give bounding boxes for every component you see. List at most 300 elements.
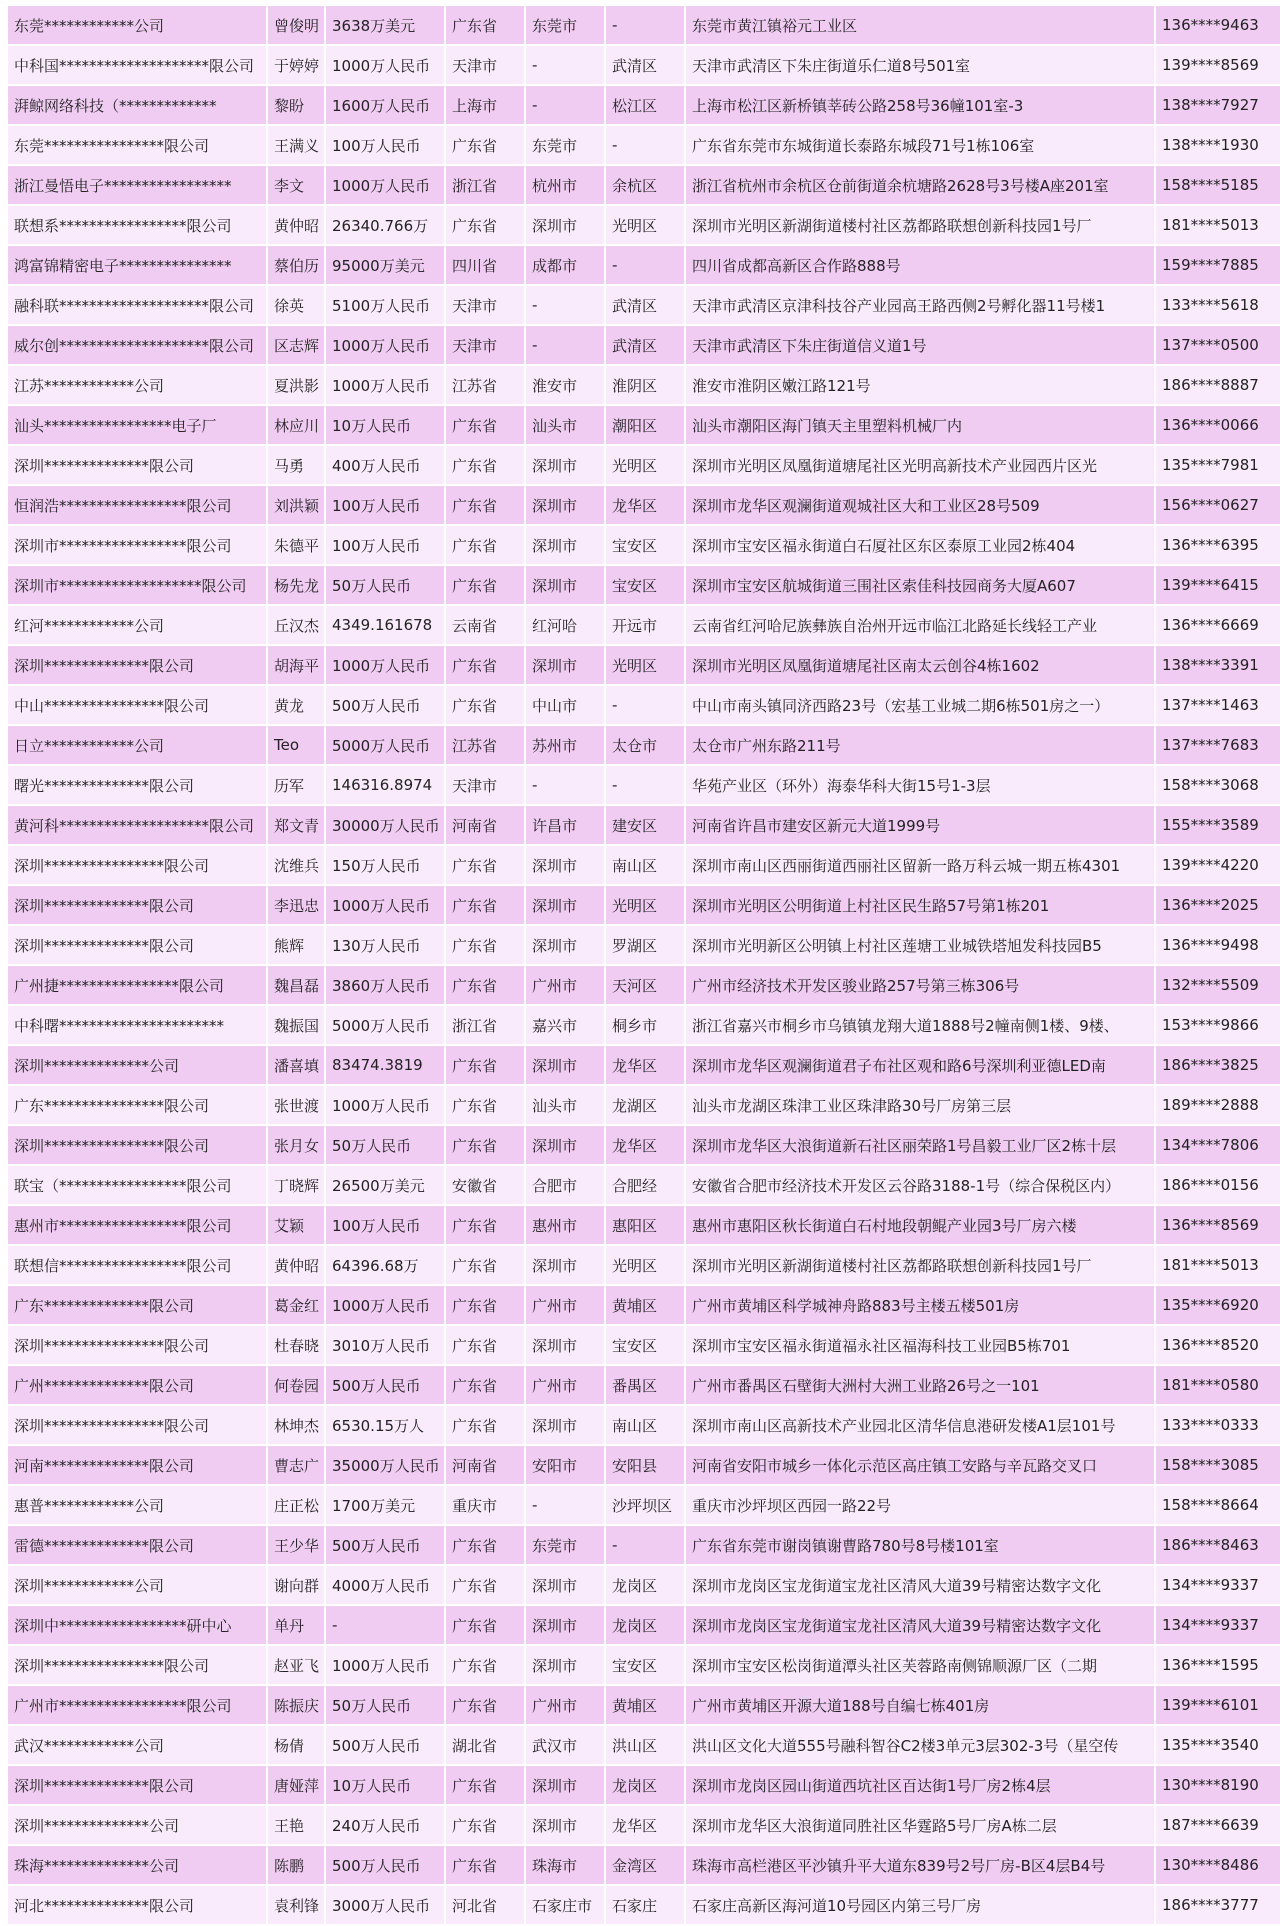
province-cell: 广东省 xyxy=(446,1406,524,1444)
address-cell: 广州市经济技术开发区骏业路257号第三栋306号 xyxy=(686,966,1154,1004)
province-cell: 湖北省 xyxy=(446,1726,524,1764)
legal-rep-cell: 张世渡 xyxy=(268,1086,324,1124)
company-name-cell: 深圳************公司 xyxy=(8,1566,266,1604)
table-row xyxy=(8,1206,1280,1244)
registered-capital-cell: 500万人民币 xyxy=(326,686,444,724)
table-row xyxy=(8,486,1280,524)
address-cell: 石家庄高新区海河道10号园区内第三号厂房 xyxy=(686,1886,1154,1924)
company-name-cell: 黄河科********************限公司 xyxy=(8,806,266,844)
registered-capital-cell: 130万人民币 xyxy=(326,926,444,964)
registered-capital-cell: 240万人民币 xyxy=(326,1806,444,1844)
phone-cell: 189****2888 xyxy=(1156,1086,1280,1124)
company-name-cell: 深圳**************限公司 xyxy=(8,646,266,684)
district-cell: 惠阳区 xyxy=(606,1206,684,1244)
table-row xyxy=(8,1686,1280,1724)
legal-rep-cell: 林应川 xyxy=(268,406,324,444)
legal-rep-cell: 杨先龙 xyxy=(268,566,324,604)
legal-rep-cell: 杨倩 xyxy=(268,1726,324,1764)
legal-rep-cell: 马勇 xyxy=(268,446,324,484)
phone-cell: 130****8486 xyxy=(1156,1846,1280,1884)
table-row xyxy=(8,766,1280,804)
legal-rep-cell: 蔡伯历 xyxy=(268,246,324,284)
province-cell: 广东省 xyxy=(446,846,524,884)
phone-cell: 135****6920 xyxy=(1156,1286,1280,1324)
company-name-cell: 广州市*****************限公司 xyxy=(8,1686,266,1724)
city-cell: 合肥市 xyxy=(526,1166,604,1204)
city-cell: 深圳市 xyxy=(526,846,604,884)
city-cell: 汕头市 xyxy=(526,1086,604,1124)
phone-cell: 137****7683 xyxy=(1156,726,1280,764)
registered-capital-cell: 500万人民币 xyxy=(326,1366,444,1404)
address-cell: 广州市黄埔区科学城神舟路883号主楼五楼501房 xyxy=(686,1286,1154,1324)
city-cell: 中山市 xyxy=(526,686,604,724)
company-name-cell: 鸿富锦精密电子*************** xyxy=(8,246,266,284)
table-row xyxy=(8,6,1280,44)
company-name-cell: 东莞****************限公司 xyxy=(8,126,266,164)
phone-cell: 134****9337 xyxy=(1156,1606,1280,1644)
registered-capital-cell: 64396.68万 xyxy=(326,1246,444,1284)
city-cell: 许昌市 xyxy=(526,806,604,844)
province-cell: 上海市 xyxy=(446,86,524,124)
company-name-cell: 汕头*****************电子厂 xyxy=(8,406,266,444)
registered-capital-cell: 95000万美元 xyxy=(326,246,444,284)
table-row xyxy=(8,1286,1280,1324)
address-cell: 惠州市惠阳区秋长街道白石村地段朝鲲产业园3号厂房六楼 xyxy=(686,1206,1154,1244)
registered-capital-cell: 5000万人民币 xyxy=(326,726,444,764)
district-cell: 宝安区 xyxy=(606,526,684,564)
phone-cell: 138****1930 xyxy=(1156,126,1280,164)
table-row xyxy=(8,206,1280,244)
address-cell: 东莞市黄江镇裕元工业区 xyxy=(686,6,1154,44)
district-cell: - xyxy=(606,6,684,44)
legal-rep-cell: 徐英 xyxy=(268,286,324,324)
registered-capital-cell: 146316.8974 xyxy=(326,766,444,804)
company-name-cell: 深圳**************公司 xyxy=(8,1806,266,1844)
district-cell: 松江区 xyxy=(606,86,684,124)
company-name-cell: 惠州市*****************限公司 xyxy=(8,1206,266,1244)
registered-capital-cell: 30000万人民币 xyxy=(326,806,444,844)
district-cell: 番禺区 xyxy=(606,1366,684,1404)
phone-cell: 136****8520 xyxy=(1156,1326,1280,1364)
table-row xyxy=(8,446,1280,484)
legal-rep-cell: 沈维兵 xyxy=(268,846,324,884)
legal-rep-cell: 张月女 xyxy=(268,1126,324,1164)
district-cell: 武清区 xyxy=(606,286,684,324)
province-cell: 浙江省 xyxy=(446,1006,524,1044)
province-cell: 广东省 xyxy=(446,126,524,164)
registered-capital-cell: 100万人民币 xyxy=(326,126,444,164)
address-cell: 深圳市龙华区观澜街道君子布社区观和路6号深圳利亚德LED南 xyxy=(686,1046,1154,1084)
district-cell: 光明区 xyxy=(606,446,684,484)
province-cell: 广东省 xyxy=(446,1566,524,1604)
registered-capital-cell: 3000万人民币 xyxy=(326,1886,444,1924)
phone-cell: 134****7806 xyxy=(1156,1126,1280,1164)
registered-capital-cell: 50万人民币 xyxy=(326,1126,444,1164)
district-cell: 龙华区 xyxy=(606,486,684,524)
company-name-cell: 红河************公司 xyxy=(8,606,266,644)
registered-capital-cell: 10万人民币 xyxy=(326,406,444,444)
district-cell: 南山区 xyxy=(606,1406,684,1444)
legal-rep-cell: 黎盼 xyxy=(268,86,324,124)
address-cell: 四川省成都高新区合作路888号 xyxy=(686,246,1154,284)
company-name-cell: 深圳市*****************限公司 xyxy=(8,526,266,564)
province-cell: 河南省 xyxy=(446,1446,524,1484)
company-name-cell: 深圳中*****************研中心 xyxy=(8,1606,266,1644)
registered-capital-cell: 4000万人民币 xyxy=(326,1566,444,1604)
district-cell: 光明区 xyxy=(606,646,684,684)
legal-rep-cell: 谢向群 xyxy=(268,1566,324,1604)
registered-capital-cell: 1000万人民币 xyxy=(326,326,444,364)
city-cell: 深圳市 xyxy=(526,1806,604,1844)
address-cell: 浙江省嘉兴市桐乡市乌镇镇龙翔大道1888号2幢南侧1楼、9楼、 xyxy=(686,1006,1154,1044)
address-cell: 深圳市龙华区大浪街道同胜社区华霆路5号厂房A栋二层 xyxy=(686,1806,1154,1844)
province-cell: 河北省 xyxy=(446,1886,524,1924)
legal-rep-cell: 刘洪颖 xyxy=(268,486,324,524)
district-cell: 南山区 xyxy=(606,846,684,884)
city-cell: 嘉兴市 xyxy=(526,1006,604,1044)
company-name-cell: 恒润浩*****************限公司 xyxy=(8,486,266,524)
city-cell: 深圳市 xyxy=(526,1566,604,1604)
registered-capital-cell: 150万人民币 xyxy=(326,846,444,884)
province-cell: 广东省 xyxy=(446,446,524,484)
province-cell: 云南省 xyxy=(446,606,524,644)
phone-cell: 181****5013 xyxy=(1156,1246,1280,1284)
registered-capital-cell: 1000万人民币 xyxy=(326,1286,444,1324)
legal-rep-cell: 朱德平 xyxy=(268,526,324,564)
company-name-cell: 深圳****************限公司 xyxy=(8,846,266,884)
table-row xyxy=(8,46,1280,84)
registered-capital-cell: 5100万人民币 xyxy=(326,286,444,324)
company-name-cell: 联宝（*****************限公司 xyxy=(8,1166,266,1204)
phone-cell: 137****0500 xyxy=(1156,326,1280,364)
province-cell: 广东省 xyxy=(446,566,524,604)
address-cell: 广东省东莞市谢岗镇谢曹路780号8号楼101室 xyxy=(686,1526,1154,1564)
address-cell: 广东省东莞市东城街道长泰路东城段71号1栋106室 xyxy=(686,126,1154,164)
province-cell: 广东省 xyxy=(446,646,524,684)
city-cell: 淮安市 xyxy=(526,366,604,404)
phone-cell: 158****5185 xyxy=(1156,166,1280,204)
table-row xyxy=(8,966,1280,1004)
registered-capital-cell: 50万人民币 xyxy=(326,1686,444,1724)
district-cell: 金湾区 xyxy=(606,1846,684,1884)
province-cell: 广东省 xyxy=(446,1526,524,1564)
district-cell: - xyxy=(606,126,684,164)
registered-capital-cell: 26500万美元 xyxy=(326,1166,444,1204)
district-cell: 龙岗区 xyxy=(606,1766,684,1804)
registered-capital-cell: 1600万人民币 xyxy=(326,86,444,124)
province-cell: 广东省 xyxy=(446,526,524,564)
district-cell: 开远市 xyxy=(606,606,684,644)
address-cell: 河南省许昌市建安区新元大道1999号 xyxy=(686,806,1154,844)
company-name-cell: 深圳市*******************限公司 xyxy=(8,566,266,604)
registered-capital-cell: 1700万美元 xyxy=(326,1486,444,1524)
phone-cell: 186****0156 xyxy=(1156,1166,1280,1204)
phone-cell: 136****0066 xyxy=(1156,406,1280,444)
city-cell: - xyxy=(526,46,604,84)
legal-rep-cell: 魏昌磊 xyxy=(268,966,324,1004)
city-cell: 汕头市 xyxy=(526,406,604,444)
legal-rep-cell: 陈振庆 xyxy=(268,1686,324,1724)
city-cell: 成都市 xyxy=(526,246,604,284)
company-name-cell: 深圳****************限公司 xyxy=(8,1406,266,1444)
phone-cell: 136****8569 xyxy=(1156,1206,1280,1244)
table-row xyxy=(8,646,1280,684)
registered-capital-cell: 100万人民币 xyxy=(326,526,444,564)
registered-capital-cell: 1000万人民币 xyxy=(326,366,444,404)
city-cell: 深圳市 xyxy=(526,1406,604,1444)
table-row xyxy=(8,1806,1280,1844)
province-cell: 广东省 xyxy=(446,1326,524,1364)
table-row xyxy=(8,806,1280,844)
registered-capital-cell: 35000万人民币 xyxy=(326,1446,444,1484)
district-cell: 桐乡市 xyxy=(606,1006,684,1044)
phone-cell: 132****5509 xyxy=(1156,966,1280,1004)
address-cell: 深圳市光明新区公明镇上村社区莲塘工业城铁塔旭发科技园B5 xyxy=(686,926,1154,964)
district-cell: 合肥经 xyxy=(606,1166,684,1204)
company-name-cell: 中科曙********************** xyxy=(8,1006,266,1044)
district-cell: 安阳县 xyxy=(606,1446,684,1484)
province-cell: 四川省 xyxy=(446,246,524,284)
province-cell: 广东省 xyxy=(446,1126,524,1164)
district-cell: 龙岗区 xyxy=(606,1566,684,1604)
legal-rep-cell: 黄龙 xyxy=(268,686,324,724)
table-row xyxy=(8,686,1280,724)
phone-cell: 136****1595 xyxy=(1156,1646,1280,1684)
phone-cell: 134****9337 xyxy=(1156,1566,1280,1604)
city-cell: 深圳市 xyxy=(526,886,604,924)
city-cell: 深圳市 xyxy=(526,486,604,524)
table-row xyxy=(8,286,1280,324)
city-cell: 广州市 xyxy=(526,1366,604,1404)
company-name-cell: 深圳**************限公司 xyxy=(8,886,266,924)
phone-cell: 158****8664 xyxy=(1156,1486,1280,1524)
province-cell: 广东省 xyxy=(446,1366,524,1404)
address-cell: 深圳市宝安区松岗街道潭头社区芙蓉路南侧锦顺源厂区（二期 xyxy=(686,1646,1154,1684)
table-row xyxy=(8,126,1280,164)
city-cell: 红河哈 xyxy=(526,606,604,644)
legal-rep-cell: 王艳 xyxy=(268,1806,324,1844)
table-row xyxy=(8,926,1280,964)
province-cell: 广东省 xyxy=(446,1686,524,1724)
legal-rep-cell: 李文 xyxy=(268,166,324,204)
city-cell: 珠海市 xyxy=(526,1846,604,1884)
table-row xyxy=(8,606,1280,644)
phone-cell: 135****7981 xyxy=(1156,446,1280,484)
table-row xyxy=(8,166,1280,204)
address-cell: 汕头市龙湖区珠津工业区珠津路30号厂房第三层 xyxy=(686,1086,1154,1124)
city-cell: 深圳市 xyxy=(526,646,604,684)
phone-cell: 139****8569 xyxy=(1156,46,1280,84)
phone-cell: 181****0580 xyxy=(1156,1366,1280,1404)
province-cell: 广东省 xyxy=(446,1846,524,1884)
city-cell: 安阳市 xyxy=(526,1446,604,1484)
company-name-cell: 珠海**************公司 xyxy=(8,1846,266,1884)
city-cell: 杭州市 xyxy=(526,166,604,204)
phone-cell: 136****9498 xyxy=(1156,926,1280,964)
city-cell: 东莞市 xyxy=(526,1526,604,1564)
table-row xyxy=(8,246,1280,284)
city-cell: 深圳市 xyxy=(526,1326,604,1364)
city-cell: 深圳市 xyxy=(526,926,604,964)
city-cell: 东莞市 xyxy=(526,6,604,44)
province-cell: 广东省 xyxy=(446,486,524,524)
city-cell: 深圳市 xyxy=(526,1606,604,1644)
city-cell: 广州市 xyxy=(526,1286,604,1324)
address-cell: 云南省红河哈尼族彝族自治州开远市临江北路延长线轻工产业 xyxy=(686,606,1154,644)
address-cell: 安徽省合肥市经济技术开发区云谷路3188-1号（综合保税区内） xyxy=(686,1166,1154,1204)
district-cell: 龙华区 xyxy=(606,1806,684,1844)
district-cell: 光明区 xyxy=(606,206,684,244)
company-name-cell: 联想信*****************限公司 xyxy=(8,1246,266,1284)
legal-rep-cell: 黄仲昭 xyxy=(268,206,324,244)
address-cell: 天津市武清区下朱庄街道乐仁道8号501室 xyxy=(686,46,1154,84)
legal-rep-cell: 于婷婷 xyxy=(268,46,324,84)
province-cell: 天津市 xyxy=(446,766,524,804)
legal-rep-cell: 何卷园 xyxy=(268,1366,324,1404)
province-cell: 广东省 xyxy=(446,1766,524,1804)
province-cell: 广东省 xyxy=(446,686,524,724)
city-cell: - xyxy=(526,286,604,324)
city-cell: 深圳市 xyxy=(526,446,604,484)
company-name-cell: 雷德**************限公司 xyxy=(8,1526,266,1564)
registered-capital-cell: 83474.3819 xyxy=(326,1046,444,1084)
table-body xyxy=(8,6,1280,1924)
registered-capital-cell: 1000万人民币 xyxy=(326,1086,444,1124)
registered-capital-cell: 1000万人民币 xyxy=(326,46,444,84)
province-cell: 重庆市 xyxy=(446,1486,524,1524)
legal-rep-cell: 林坤杰 xyxy=(268,1406,324,1444)
province-cell: 广东省 xyxy=(446,406,524,444)
province-cell: 广东省 xyxy=(446,966,524,1004)
address-cell: 河南省安阳市城乡一体化示范区高庄镇工安路与辛瓦路交叉口 xyxy=(686,1446,1154,1484)
district-cell: 武清区 xyxy=(606,326,684,364)
phone-cell: 139****6101 xyxy=(1156,1686,1280,1724)
district-cell: 龙华区 xyxy=(606,1126,684,1164)
table-row xyxy=(8,1406,1280,1444)
phone-cell: 187****6639 xyxy=(1156,1806,1280,1844)
registered-capital-cell: 1000万人民币 xyxy=(326,166,444,204)
district-cell: 建安区 xyxy=(606,806,684,844)
company-table xyxy=(6,4,1280,1926)
registered-capital-cell: 100万人民币 xyxy=(326,1206,444,1244)
company-name-cell: 广州捷****************限公司 xyxy=(8,966,266,1004)
registered-capital-cell: 3860万人民币 xyxy=(326,966,444,1004)
company-name-cell: 日立************公司 xyxy=(8,726,266,764)
company-name-cell: 深圳**************限公司 xyxy=(8,926,266,964)
province-cell: 天津市 xyxy=(446,326,524,364)
address-cell: 深圳市宝安区福永街道福永社区福海科技工业园B5栋701 xyxy=(686,1326,1154,1364)
company-name-cell: 深圳**************限公司 xyxy=(8,1766,266,1804)
address-cell: 中山市南头镇同济西路23号（宏基工业城二期6栋501房之一） xyxy=(686,686,1154,724)
city-cell: - xyxy=(526,86,604,124)
legal-rep-cell: 李迅忠 xyxy=(268,886,324,924)
phone-cell: 138****3391 xyxy=(1156,646,1280,684)
address-cell: 天津市武清区下朱庄街道信义道1号 xyxy=(686,326,1154,364)
legal-rep-cell: 王满义 xyxy=(268,126,324,164)
table-row xyxy=(8,1646,1280,1684)
province-cell: 广东省 xyxy=(446,1806,524,1844)
city-cell: 深圳市 xyxy=(526,1646,604,1684)
table-row xyxy=(8,1446,1280,1484)
registered-capital-cell: 1000万人民币 xyxy=(326,1646,444,1684)
phone-cell: 133****0333 xyxy=(1156,1406,1280,1444)
address-cell: 广州市黄埔区开源大道188号自编七栋401房 xyxy=(686,1686,1154,1724)
company-name-cell: 融科联********************限公司 xyxy=(8,286,266,324)
phone-cell: 133****5618 xyxy=(1156,286,1280,324)
phone-cell: 186****3825 xyxy=(1156,1046,1280,1084)
registered-capital-cell: 3010万人民币 xyxy=(326,1326,444,1364)
address-cell: 重庆市沙坪坝区西园一路22号 xyxy=(686,1486,1154,1524)
legal-rep-cell: 葛金红 xyxy=(268,1286,324,1324)
company-name-cell: 广东**************限公司 xyxy=(8,1286,266,1324)
address-cell: 淮安市淮阴区嫩江路121号 xyxy=(686,366,1154,404)
registered-capital-cell: 500万人民币 xyxy=(326,1526,444,1564)
city-cell: 惠州市 xyxy=(526,1206,604,1244)
company-name-cell: 威尔创********************限公司 xyxy=(8,326,266,364)
province-cell: 广东省 xyxy=(446,1206,524,1244)
phone-cell: 186****3777 xyxy=(1156,1886,1280,1924)
table-row xyxy=(8,846,1280,884)
legal-rep-cell: 胡海平 xyxy=(268,646,324,684)
phone-cell: 159****7885 xyxy=(1156,246,1280,284)
legal-rep-cell: 曹志广 xyxy=(268,1446,324,1484)
phone-cell: 158****3068 xyxy=(1156,766,1280,804)
district-cell: 光明区 xyxy=(606,886,684,924)
phone-cell: 136****6669 xyxy=(1156,606,1280,644)
phone-cell: 155****3589 xyxy=(1156,806,1280,844)
registered-capital-cell: 50万人民币 xyxy=(326,566,444,604)
company-name-cell: 浙江曼悟电子***************** xyxy=(8,166,266,204)
city-cell: - xyxy=(526,1486,604,1524)
table-row xyxy=(8,1246,1280,1284)
province-cell: 天津市 xyxy=(446,286,524,324)
table-row xyxy=(8,1086,1280,1124)
company-name-cell: 深圳****************限公司 xyxy=(8,1126,266,1164)
city-cell: - xyxy=(526,326,604,364)
company-name-cell: 联想系*****************限公司 xyxy=(8,206,266,244)
district-cell: 武清区 xyxy=(606,46,684,84)
table-row xyxy=(8,1566,1280,1604)
city-cell: 深圳市 xyxy=(526,526,604,564)
registered-capital-cell: 5000万人民币 xyxy=(326,1006,444,1044)
district-cell: 沙坪坝区 xyxy=(606,1486,684,1524)
district-cell: 黄埔区 xyxy=(606,1286,684,1324)
legal-rep-cell: 陈鹏 xyxy=(268,1846,324,1884)
city-cell: 深圳市 xyxy=(526,566,604,604)
table-row xyxy=(8,726,1280,764)
legal-rep-cell: 魏振国 xyxy=(268,1006,324,1044)
company-name-cell: 深圳****************限公司 xyxy=(8,1646,266,1684)
legal-rep-cell: 潘喜填 xyxy=(268,1046,324,1084)
registered-capital-cell: 100万人民币 xyxy=(326,486,444,524)
table-row xyxy=(8,326,1280,364)
district-cell: 龙岗区 xyxy=(606,1606,684,1644)
phone-cell: 136****6395 xyxy=(1156,526,1280,564)
district-cell: 淮阴区 xyxy=(606,366,684,404)
company-name-cell: 江苏************公司 xyxy=(8,366,266,404)
address-cell: 珠海市高栏港区平沙镇升平大道东839号2号厂房-B区4层B4号 xyxy=(686,1846,1154,1884)
district-cell: - xyxy=(606,766,684,804)
legal-rep-cell: 杜春晓 xyxy=(268,1326,324,1364)
province-cell: 江苏省 xyxy=(446,366,524,404)
table-row xyxy=(8,366,1280,404)
registered-capital-cell: 3638万美元 xyxy=(326,6,444,44)
address-cell: 深圳市光明区公明街道上村社区民生路57号第1栋201 xyxy=(686,886,1154,924)
company-name-cell: 武汉************公司 xyxy=(8,1726,266,1764)
table-row xyxy=(8,566,1280,604)
city-cell: 广州市 xyxy=(526,1686,604,1724)
address-cell: 广州市番禺区石壁街大洲村大洲工业路26号之一101 xyxy=(686,1366,1154,1404)
